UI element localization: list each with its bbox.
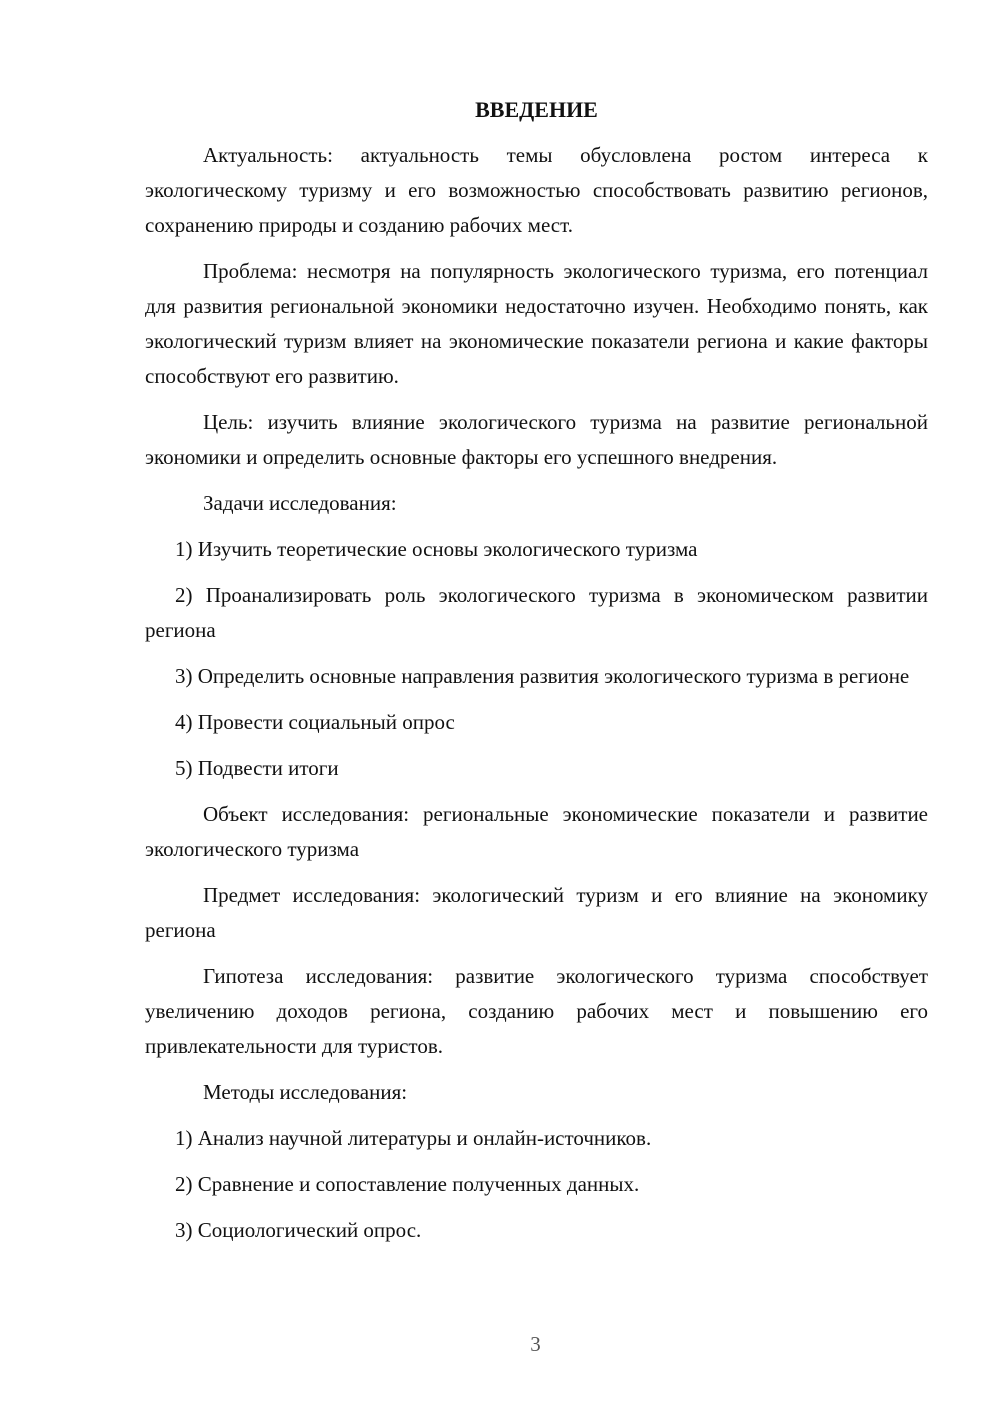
subject-paragraph: Предмет исследования: экологический туризм и его влияние на экономику региона <box>145 883 928 942</box>
goal-paragraph: Цель: изучить влияние экологического туризма на развитие региональной экономики и определить основные факторы его успешного внедрения. <box>145 410 928 469</box>
task-item: 1) Изучить теоретические основы экологического туризма <box>175 537 698 561</box>
task-item: 3) Определить основные направления развития экологического туризма в регионе <box>175 664 910 688</box>
method-item: 2) Сравнение и сопоставление полученных данных. <box>175 1172 640 1196</box>
problem-paragraph: Проблема: несмотря на популярность экологического туризма, его потенциал для развития региональной экономики недостаточно изучен. Необходимо понять, как экологический туризм влияет на экономические показатели региона и какие факторы способствуют его развитию. <box>145 259 928 388</box>
document-page <box>145 94 928 1259</box>
method-item: 3) Социологический опрос. <box>175 1218 422 1242</box>
task-item: 5) Подвести итоги <box>175 756 339 780</box>
object-paragraph: Объект исследования: региональные экономические показатели и развитие экологического туризма <box>145 802 928 861</box>
page-title: ВВЕДЕНИЕ <box>475 97 598 122</box>
page-number: 3 <box>530 1332 541 1356</box>
task-item: 4) Провести социальный опрос <box>175 710 455 734</box>
method-item: 1) Анализ научной литературы и онлайн-источников. <box>175 1126 652 1150</box>
tasks-title: Задачи исследования: <box>203 491 397 515</box>
methods-title: Методы исследования: <box>203 1080 408 1104</box>
hypothesis-paragraph: Гипотеза исследования: развитие экологического туризма способствует увеличению доходов региона, созданию рабочих мест и повышению его привлекательности для туристов. <box>145 964 928 1058</box>
task-item: 2) Проанализировать роль экологического туризма в экономическом развитии региона <box>145 583 928 642</box>
relevance-paragraph: Актуальность: актуальность темы обусловлена ростом интереса к экологическому туризму и его возможностью способствовать развитию регионов, сохранению природы и созданию рабочих мест. <box>145 143 928 237</box>
